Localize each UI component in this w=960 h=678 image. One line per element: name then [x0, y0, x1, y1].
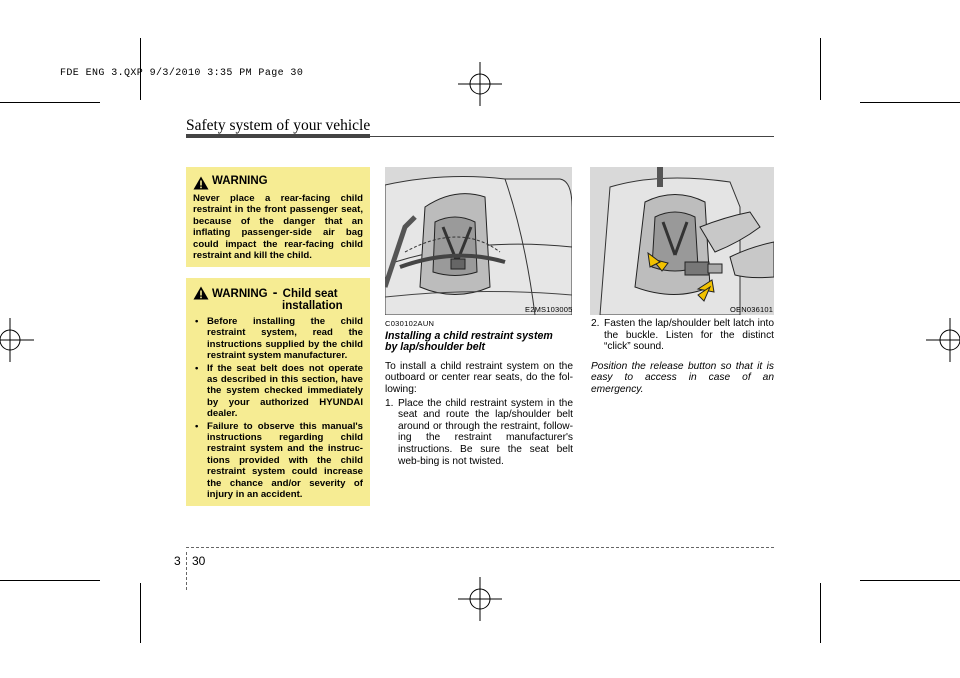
section-heading: Installing a child restraint system by lap/shoulder belt: [385, 329, 553, 354]
registration-target-icon: [458, 62, 502, 106]
warning-subheading-line2: installation: [282, 300, 343, 312]
warning-triangle-icon: [193, 176, 209, 190]
figure-code: OEN036101: [730, 305, 774, 314]
figure-code: E2MS103005: [525, 305, 573, 314]
warning-heading: WARNING: [212, 175, 268, 187]
child-seat-illustration: [385, 167, 572, 315]
section-code: C030102AUN: [385, 319, 435, 328]
print-slug: FDE ENG 3.QXP 9/3/2010 3:35 PM Page 30: [60, 68, 304, 79]
steps-list: [385, 398, 573, 468]
warning-heading: WARNING: [212, 288, 268, 300]
warning-bullet: • If the seat belt does not operate as described in this section, have the system checked immediately by your authorized HYUNDAI dealer.: [193, 363, 363, 420]
warning-bullet: • Failure to observe this manual's instructions regarding child restraint system and the instruc-tions provided with the child restraint system could increase the chance and/or severity of injury in an accident.: [193, 421, 363, 501]
step-text: Fasten the lap/shoulder belt latch into the buckle. Listen for the distinct “click” sound.: [604, 318, 774, 353]
note-paragraph: Position the release button so that it is easy to access in case of an emergency.: [591, 360, 774, 395]
warning-subheading: Child seat: [282, 288, 338, 300]
warning-text: Never place a rear-facing child restraint in the front passenger seat, because of the danger that an inflating passenger-side air bag could impact the rear-facing child restraint and kill the child.: [193, 193, 363, 262]
intro-paragraph: To install a child restraint system on the outboard or center rear seats, do the fol-lowing:: [385, 360, 573, 395]
crop-mark: [860, 102, 960, 103]
warning-bullet-list: [193, 316, 363, 501]
warning-heading-row: [193, 286, 363, 312]
warning-triangle-icon: [193, 286, 209, 300]
instructions-column-right: [591, 318, 774, 396]
crop-mark: [0, 102, 100, 103]
footer-separator: [186, 552, 187, 590]
warning-box-child-seat: [186, 278, 370, 506]
registration-target-icon: [0, 318, 34, 362]
step-number: 1.: [385, 397, 394, 409]
crop-mark: [0, 580, 100, 581]
header-rule-thick: [186, 134, 370, 138]
footer-rule: [186, 547, 774, 548]
page-title: Safety system of your vehicle: [186, 117, 371, 134]
crop-mark: [140, 583, 141, 643]
step-item: [385, 398, 573, 468]
crop-mark: [860, 580, 960, 581]
crop-mark: [820, 583, 821, 643]
figure-child-seat-lap-belt: [385, 167, 572, 315]
instructions-column: [385, 318, 573, 467]
figure-fasten-buckle: [590, 167, 774, 315]
warning-box-airbag: [186, 167, 370, 267]
registration-target-icon: [926, 318, 960, 362]
chapter-number: 3: [174, 554, 181, 568]
warning-heading-row: [193, 176, 363, 190]
step-text: Place the child restraint system in the seat and route the lap/shoulder belt around or through the restraint, follow-ing the restraint manufacturer's instructions. Be sure the seat belt web-bing is not twisted.: [398, 397, 573, 467]
buckle-illustration: [590, 167, 774, 315]
step-number: 2.: [591, 318, 600, 329]
warning-bullet: • Before installing the child restraint system, read the instructions supplied by the child restraint system manufacturer.: [193, 316, 363, 362]
crop-mark: [820, 38, 821, 100]
step-item: [591, 318, 774, 353]
registration-target-icon: [458, 577, 502, 621]
steps-list: [591, 318, 774, 353]
page-number: 30: [192, 554, 206, 568]
warning-dash: -: [272, 284, 278, 300]
header-rule-thin: [370, 136, 774, 137]
